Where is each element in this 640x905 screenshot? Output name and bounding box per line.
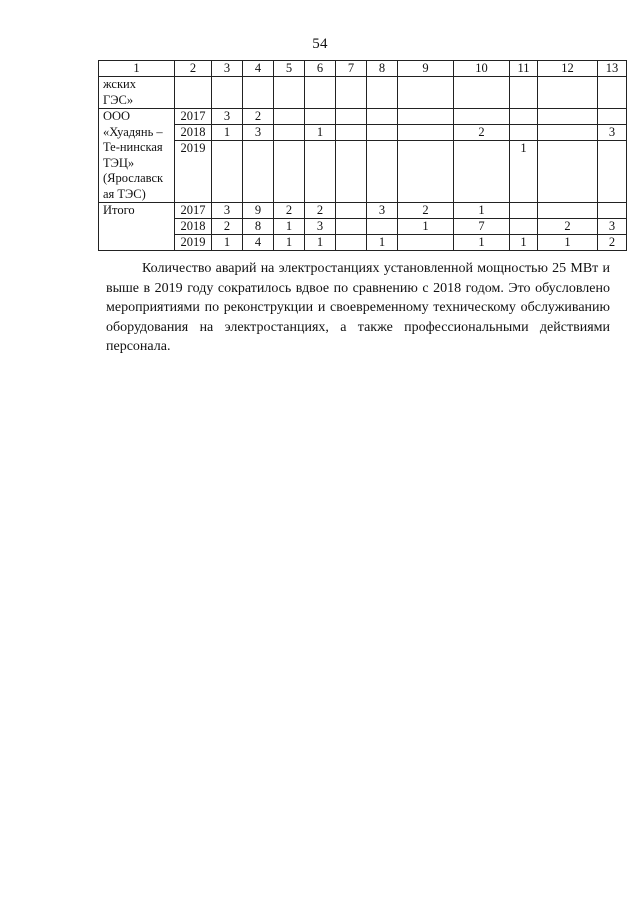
table-row [99, 141, 627, 203]
table-cell [398, 125, 454, 141]
table-cell: 1 [305, 125, 336, 141]
table-cell [243, 141, 274, 203]
table-row-total [99, 203, 627, 219]
column-header: 11 [510, 61, 538, 77]
table-cell: 1 [274, 235, 305, 251]
org-label-line: ГЭС» [103, 92, 134, 107]
column-header: 13 [598, 61, 627, 77]
table-cell [598, 203, 627, 219]
table-cell [538, 77, 598, 109]
table-cell: 2017 [175, 109, 212, 125]
table-cell: 2 [274, 203, 305, 219]
table-cell: 3 [367, 203, 398, 219]
table-cell: 3 [212, 109, 243, 125]
org-label-line: Те-нинская [103, 140, 163, 154]
table-cell [336, 203, 367, 219]
table-cell [454, 141, 510, 203]
table-cell [510, 77, 538, 109]
accidents-table [98, 60, 627, 251]
table-cell [367, 141, 398, 203]
table-cell: 2018 [175, 125, 212, 141]
table-cell: 3 [598, 219, 627, 235]
table-cell [305, 77, 336, 109]
column-header: 8 [367, 61, 398, 77]
column-header: 4 [243, 61, 274, 77]
table-cell [398, 77, 454, 109]
table-row-total [99, 235, 627, 251]
table-cell [336, 125, 367, 141]
table-cell [336, 109, 367, 125]
table-cell [274, 109, 305, 125]
table-cell [398, 109, 454, 125]
table-cell: 2 [398, 203, 454, 219]
table-cell: 2018 [175, 219, 212, 235]
column-header: 7 [336, 61, 367, 77]
table-cell [510, 109, 538, 125]
table-cell: 2 [212, 219, 243, 235]
table-cell [367, 125, 398, 141]
table-cell: 1 [212, 125, 243, 141]
table-cell [336, 141, 367, 203]
table-cell [212, 77, 243, 109]
table-cell [538, 141, 598, 203]
table-cell: 1 [454, 203, 510, 219]
table-cell: 3 [212, 203, 243, 219]
table-header-row [99, 61, 627, 77]
table-cell [367, 77, 398, 109]
column-header: 2 [175, 61, 212, 77]
column-header: 6 [305, 61, 336, 77]
column-header: 12 [538, 61, 598, 77]
table-cell: 1 [398, 219, 454, 235]
table-cell: 2019 [175, 141, 212, 203]
table-cell [274, 125, 305, 141]
table-cell: 1 [454, 235, 510, 251]
table-cell: 3 [243, 125, 274, 141]
table-cell: 9 [243, 203, 274, 219]
column-header: 1 [99, 61, 175, 77]
table-cell: 3 [598, 125, 627, 141]
table-cell [367, 219, 398, 235]
table-cell: 1 [212, 235, 243, 251]
table-cell [598, 141, 627, 203]
table-cell: 2 [305, 203, 336, 219]
table-cell: 8 [243, 219, 274, 235]
table-cell [510, 203, 538, 219]
column-header: 9 [398, 61, 454, 77]
table-cell [538, 125, 598, 141]
table-cell: 1 [510, 141, 538, 203]
table-cell [305, 141, 336, 203]
column-header: 5 [274, 61, 305, 77]
column-header: 10 [454, 61, 510, 77]
table-row [99, 109, 627, 125]
table-cell [336, 235, 367, 251]
table-cell [336, 219, 367, 235]
table-cell: 1 [274, 219, 305, 235]
org-label-line: жских [103, 77, 136, 91]
table-cell [454, 77, 510, 109]
org-label-line: (Ярославск [103, 171, 164, 185]
table-cell [510, 219, 538, 235]
table-row [99, 125, 627, 141]
table-cell: 1 [538, 235, 598, 251]
table-cell: 2017 [175, 203, 212, 219]
table-cell [538, 203, 598, 219]
table-cell [510, 125, 538, 141]
table-cell: 2 [454, 125, 510, 141]
table-cell [398, 235, 454, 251]
table-row-total [99, 219, 627, 235]
org-label-continued [99, 77, 175, 109]
table-cell: 1 [510, 235, 538, 251]
table-cell: 2019 [175, 235, 212, 251]
table-cell [274, 141, 305, 203]
table-cell [598, 77, 627, 109]
page-number: 54 [312, 36, 328, 52]
org-label-khuadian [99, 109, 175, 203]
table-cell [305, 109, 336, 125]
table-cell [243, 77, 274, 109]
table-cell: 1 [305, 235, 336, 251]
table-cell [598, 109, 627, 125]
org-label-line: ООО [103, 109, 131, 123]
body-text: Количество аварий на электростанциях установленной мощностью 25 МВт и выше в 2019 году сократилось вдвое по сравнению с 2018 годом. Это обусловлено мероприятиями по реконструкции и своевременному техническому обслуживанию оборудования на электростанциях, а также профессиональными действиями персонала. [106, 261, 610, 355]
table-cell: 3 [305, 219, 336, 235]
org-label-line: ТЭЦ» [103, 155, 135, 170]
org-label-line: «Хуадянь – [103, 124, 163, 139]
table-cell: 2 [598, 235, 627, 251]
table-cell [175, 77, 212, 109]
table-cell [336, 77, 367, 109]
table-cell: 2 [243, 109, 274, 125]
org-label-line: ая ТЭС) [103, 186, 146, 201]
body-paragraph [106, 259, 610, 357]
table-cell: 1 [367, 235, 398, 251]
table-cell [274, 77, 305, 109]
table-cell [538, 109, 598, 125]
table-cell: 2 [538, 219, 598, 235]
table-cell: 4 [243, 235, 274, 251]
column-header: 3 [212, 61, 243, 77]
total-label: Итого [99, 203, 175, 251]
table-cell [454, 109, 510, 125]
table-row-continued [99, 77, 627, 109]
table-cell: 7 [454, 219, 510, 235]
table-cell [367, 109, 398, 125]
table-cell [398, 141, 454, 203]
table-cell [212, 141, 243, 203]
